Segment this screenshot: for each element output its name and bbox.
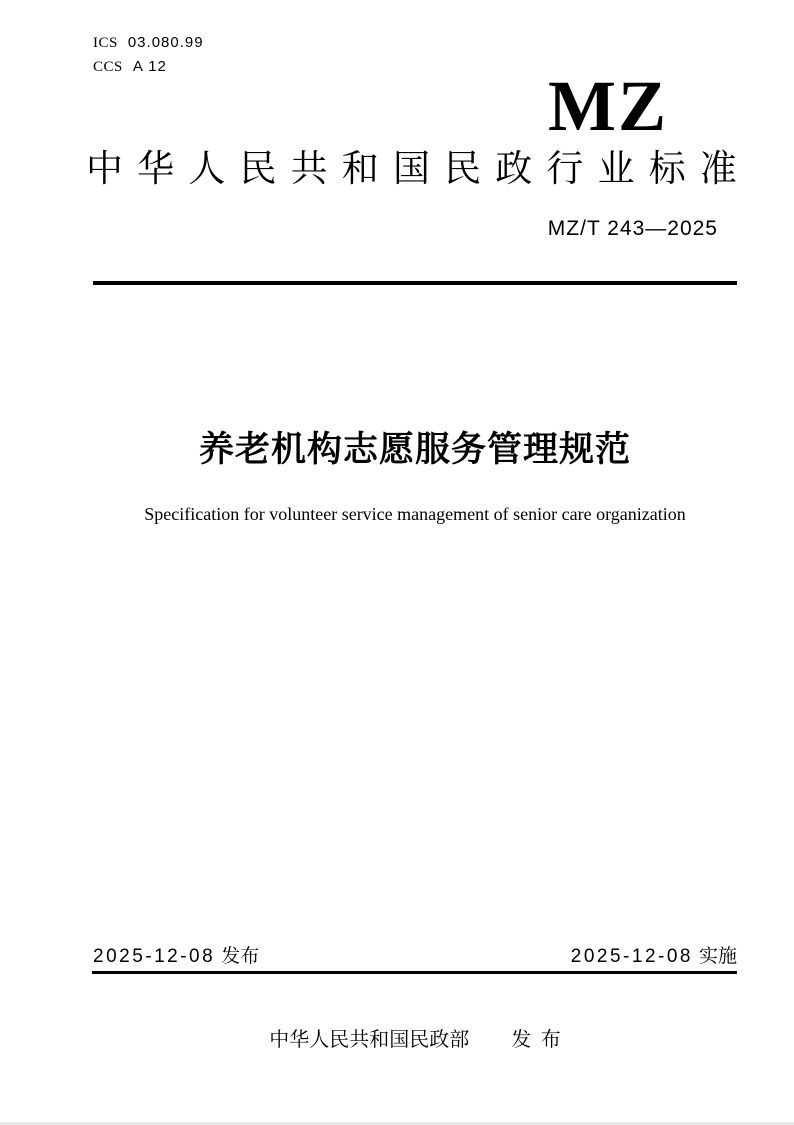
implement-date-group [571, 945, 737, 969]
footer-divider-rule [92, 971, 737, 974]
ccs-code-line [93, 57, 167, 77]
document-title-en: Specification for volunteer service management of senior care organization [144, 504, 686, 524]
implement-label: 实施 [698, 946, 737, 967]
issue-date: 2025-12-08 [93, 946, 216, 967]
ics-code-line [93, 33, 204, 53]
publish-action: 发 布 [511, 1029, 561, 1051]
header-divider-rule [93, 281, 737, 285]
ccs-label: CCS [93, 59, 123, 75]
publisher-line [93, 1027, 737, 1053]
ccs-value: A 12 [132, 58, 167, 75]
ics-value: 03.080.99 [127, 34, 204, 51]
mz-logo: MZ [548, 66, 668, 146]
document-title-cn: 养老机构志愿服务管理规范 [198, 430, 631, 469]
dates-row [93, 945, 737, 969]
implement-date: 2025-12-08 [570, 946, 693, 967]
ics-label: ICS [93, 35, 118, 51]
standard-number: MZ/T 243—2025 [547, 217, 718, 240]
standard-type-heading: 中 华 人 民 共 和 国 民 政 行 业 标 准 [86, 148, 737, 189]
publisher-name: 中华人民共和国民政部 [269, 1029, 470, 1051]
issue-date-group [93, 945, 259, 969]
issue-label: 发布 [221, 946, 260, 967]
